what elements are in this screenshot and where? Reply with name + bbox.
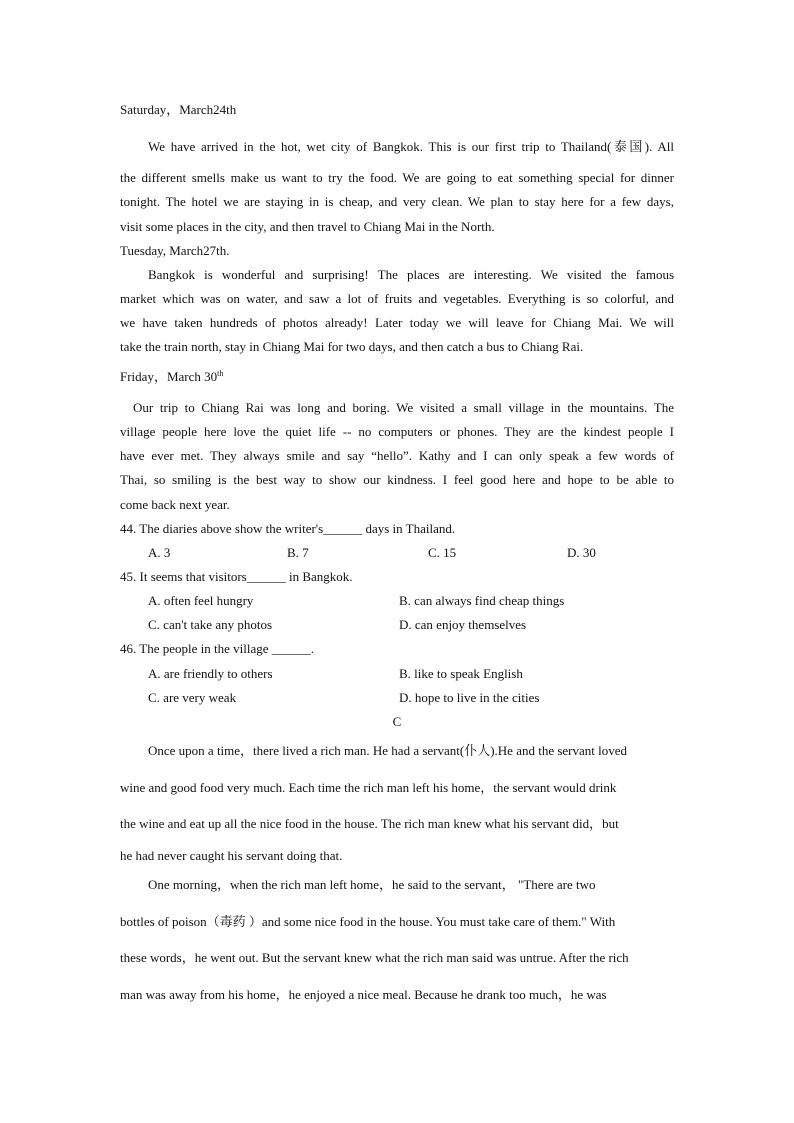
question-45-stem: 45. It seems that visitors______ in Bangkok. — [120, 569, 353, 584]
diary-1-line-3: tonight. The hotel we are staying in is cheap, and very clean. We plan to stay here for a few days, — [120, 194, 674, 209]
section-c-line-1: Once upon a time，there lived a rich man. He had a servant(仆人).He and the servant loved — [148, 743, 628, 758]
section-c-line-6: bottles of poison（毒药 ）and some nice food in the house. You must take care of them." With — [120, 914, 616, 929]
section-c-line-7: these words，he went out. But the servant knew what the rich man said was untrue. After the rich — [120, 950, 629, 965]
section-c-line-5: One morning，when the rich man left home，he said to the servant， "There are two — [148, 877, 596, 892]
question-44-option-d[interactable]: D. 30 — [567, 545, 596, 560]
question-44-option-a[interactable]: A. 3 — [148, 545, 171, 560]
section-c-line-3: the wine and eat up all the nice food in the house. The rich man knew what his servant did，but — [120, 816, 619, 831]
section-c-line-8: man was away from his home，he enjoyed a nice meal. Because he drank too much，he was — [120, 987, 607, 1002]
question-44-option-b[interactable]: B. 7 — [287, 545, 309, 560]
diary-3-line-2: village people here love the quiet life -- no computers or phones. They are the kindest people I — [120, 424, 674, 439]
diary-2-heading: Tuesday, March27th. — [120, 243, 230, 258]
diary-3-line-4: Thai, so smiling is the best way to show our kindness. I feel good here and hope to be able to — [120, 472, 674, 487]
question-44-option-c[interactable]: C. 15 — [428, 545, 457, 560]
section-c-label: C — [392, 714, 402, 729]
diary-2-line-1: Bangkok is wonderful and surprising! The places are interesting. We visited the famous — [148, 267, 674, 282]
diary-2-line-4: take the train north, stay in Chiang Mai for two days, and then catch a bus to Chiang Rai. — [120, 339, 584, 354]
question-45-option-a[interactable]: A. often feel hungry — [148, 593, 254, 608]
diary-3-heading-text: Friday，March 30 — [120, 369, 218, 384]
question-45-option-d[interactable]: D. can enjoy themselves — [399, 617, 527, 632]
question-45-option-c[interactable]: C. can't take any photos — [148, 617, 273, 632]
diary-1-line-4: visit some places in the city, and then travel to Chiang Mai in the North. — [120, 219, 495, 234]
section-c-line-2: wine and good food very much. Each time the rich man left his home，the servant would drink — [120, 780, 617, 795]
diary-1-line-1: We have arrived in the hot, wet city of Bangkok. This is our first trip to Thailand(泰国). All — [148, 139, 674, 154]
diary-2-line-3: we have taken hundreds of photos already! Later today we will leave for Chiang Mai. We will — [120, 315, 674, 330]
question-46-stem: 46. The people in the village ______. — [120, 641, 314, 656]
question-46-option-d[interactable]: D. hope to live in the cities — [399, 690, 540, 705]
diary-3-line-5: come back next year. — [120, 497, 230, 512]
diary-1-line-2: the different smells make us want to try the food. We are going to eat something special for dinner — [120, 170, 674, 185]
diary-3-line-3: have ever met. They always smile and say “hello”. Kathy and I can only speak a few words of — [120, 448, 674, 463]
question-45-option-b[interactable]: B. can always find cheap things — [399, 593, 565, 608]
diary-3-line-1: Our trip to Chiang Rai was long and boring. We visited a small village in the mountains. The — [133, 400, 674, 415]
question-44-stem: 44. The diaries above show the writer's______ days in Thailand. — [120, 521, 456, 536]
question-46-option-c[interactable]: C. are very weak — [148, 690, 237, 705]
question-46-option-b[interactable]: B. like to speak English — [399, 666, 523, 681]
diary-3-heading — [120, 369, 674, 385]
section-c-line-4: he had never caught his servant doing that. — [120, 848, 343, 863]
diary-2-line-2: market which was on water, and saw a lot of fruits and vegetables. Everything is so colorful, and — [120, 291, 674, 306]
diary-3-heading-sup: th — [217, 369, 224, 378]
diary-1-heading: Saturday，March24th — [120, 102, 237, 117]
question-46-option-a[interactable]: A. are friendly to others — [148, 666, 273, 681]
